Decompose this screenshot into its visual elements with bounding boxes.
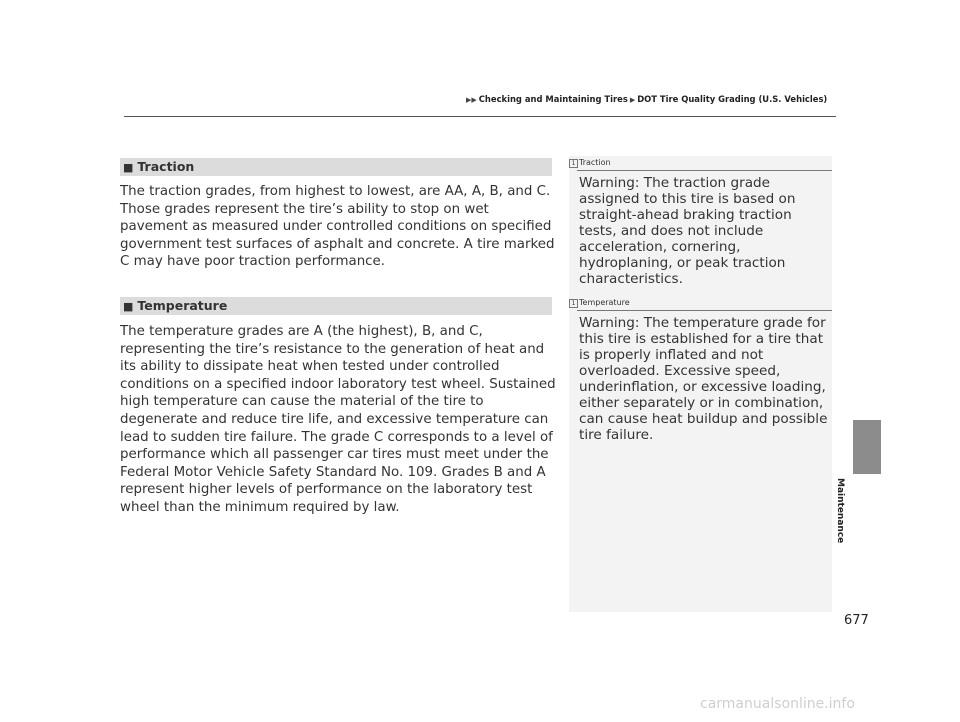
breadcrumb-arrow-icon: ▶ [629, 96, 636, 104]
square-bullet-icon: ■ [123, 161, 134, 174]
note-divider [577, 310, 832, 311]
traction-note-text: Warning: The traction grade assigned to this tire is based on straight-ahead braking traction tests, and does not include acceleration, cornering, hydroplaning, or peak traction characteristics. [579, 175, 796, 287]
temperature-heading [120, 297, 552, 315]
note-divider [577, 170, 832, 171]
temperature-note-label-text: Temperature [579, 298, 630, 307]
temperature-note-label [569, 298, 630, 308]
section-tab [853, 420, 881, 474]
watermark: carmanualsonline.info [700, 696, 855, 712]
page-number: 677 [844, 613, 869, 628]
section-label: Maintenance [835, 478, 845, 544]
traction-note-label [569, 158, 611, 168]
traction-heading [120, 158, 552, 176]
temperature-heading-label: Temperature [137, 298, 228, 313]
traction-body: The traction grades, from highest to lowest, are AA, A, B, and C. Those grades represent the tire’s ability to stop on wet pavement as measured under controlled conditions on specified government test surfaces of asphalt and concrete. A tire marked C may have poor traction performance. [120, 184, 555, 270]
breadcrumb [466, 94, 827, 104]
square-bullet-icon: ■ [123, 300, 134, 313]
breadcrumb-item: DOT Tire Quality Grading (U.S. Vehicles) [637, 94, 828, 104]
note-marker-icon: 1 [569, 159, 578, 168]
header-divider [124, 116, 836, 117]
temperature-body: The temperature grades are A (the highest), B, and C, representing the tire’s resistance to the generation of heat and its ability to dissipate heat when tested under controlled conditions on a specified indoor laboratory test wheel. Sustained high temperature can cause the material of the tire to degenerate and reduce tire life, and excessive temperature can lead to sudden tire failure. The grade C corresponds to a level of performance which all passenger car tires must meet under the Federal Motor Vehicle Safety Standard No. 109. Grades B and A represent higher levels of performance on the laboratory test wheel than the minimum required by law. [120, 324, 556, 515]
breadcrumb-item: Checking and Maintaining Tires [478, 94, 628, 104]
traction-note-label-text: Traction [579, 158, 611, 167]
breadcrumb-arrow-icon: ▶▶ [466, 96, 477, 104]
note-marker-icon: 1 [569, 299, 578, 308]
traction-heading-label: Traction [137, 159, 195, 174]
temperature-note-text: Warning: The temperature grade for this tire is established for a tire that is properly inflated and not overloaded. Excessive speed, underinflation, or excessive loading, either separately or in combination, can cause heat buildup and possible tire failure. [579, 315, 828, 443]
